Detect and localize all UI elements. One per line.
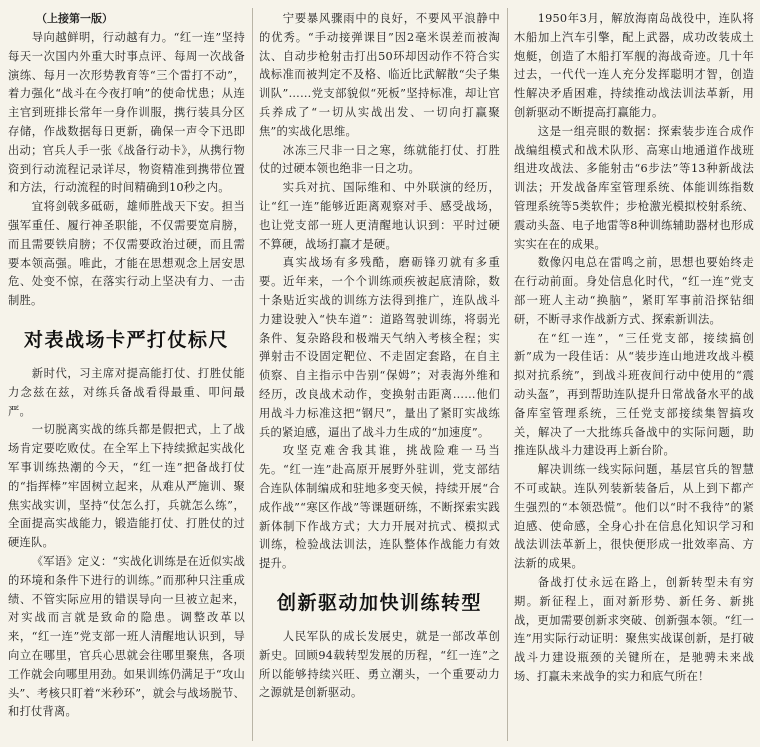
- paragraph: 《军语》定义：“实战化训练是在近似实战的环境和条件下进行的训练。”而那种只注重成绩、不管实际应用的错误导向一旦被立起来，对实战而言就是致命的隐患。调整改革以来，“红一连”党支部一班人清醒地认识到，导向立在哪里，官兵心思就会往哪里聚焦，各项工作就会向哪里用劲。如果训练仍满足于“攻山头”、考核只盯着“米秒环”，就会与战场脱节、和打仗背离。: [8, 554, 245, 719]
- paragraph: 新时代，习主席对提高能打仗、打胜仗能力念兹在兹，对练兵备战看得最重、叩问最严。: [8, 366, 245, 418]
- paragraph: 实兵对抗、国际维和、中外联演的经历，让“红一连”能够近距离观察对手、感受战场，也让党支部一班人更清醒地认识到：平时过硬不算硬，战场打赢才是硬。: [259, 181, 500, 251]
- section-heading: 创新驱动加快训练转型: [276, 591, 482, 614]
- section-heading: 对表战场卡严打仗标尺: [23, 328, 229, 351]
- paragraph: 宜将剑戟多砥砺，雄师胜战天下安。担当强军重任、履行神圣职能，不仅需要宽肩膀，而且需要铁肩膀；不仅需要政治过硬，而且需要本领高强。唯此，才能在思想观念上居安思危、处变不惊，在落实行动上坚决有力、一击制胜。: [8, 200, 245, 308]
- column-divider: [507, 8, 508, 741]
- paragraph: 1950年3月，解放海南岛战役中，连队将木船加上汽车引擎，配上武器，成功改装成土炮艇，创造了木船打军舰的海战奇迹。几十年过去，一代代一连人充分发挥聪明才智，创造性解决矛盾困难，持续推动战法训法革新，用创新驱动不断提高打赢能力。: [514, 12, 754, 119]
- paragraph: 数像闪电总在雷鸣之前，思想也要始终走在行动前面。身处信息化时代，“红一连”党支部一班人主动“换脑”，紧盯军事前沿探钻细研，不断寻求作战新方式、探索新训法。: [514, 256, 754, 326]
- paragraph: 真实战场有多残酷，磨砺锋刃就有多重要。近年来，一个个训练顽疾被起底清除，数十条贴近实战的训练方法得到推广，连队战斗力建设驶入“快车道”：道路驾驶训练，将弱光条件、复杂路段和极端天气纳入考核全程；实弹射击不设固定靶位、不走固定套路，在自主侦察、自主指示中告别“保姆”；对表海外维和经历，改良战术动作，变换射击距离……他们用战斗力标准这把“钢尺”，量出了紧盯实战练兵的紧迫感，逼出了战斗力生成的“加速度”。: [259, 256, 500, 439]
- paragraph: 人民军队的成长发展史，就是一部改革创新史。回顾94载转型发展的历程，“红一连”之所以能够持续兴旺、勇立潮头，一个重要动力之源就是创新驱动。: [259, 629, 500, 700]
- paragraph: 一切脱离实战的练兵都是假把式，上了战场肯定要吃败仗。在全军上下持续掀起实战化军事训练热潮的今天，“红一连”把备战打仗的“指挥棒”牢固树立起来，从难从严施训、聚焦实战实训，坚持“仗怎么打，兵就怎么练”，全面提高实战能力，锻造能打仗、打胜仗的过硬连队。: [8, 423, 245, 550]
- column-2: [259, 10, 500, 741]
- paragraph: 宁要暴风骤雨中的良好，不要风平浪静中的优秀。“手动接弹课目”因2毫米误差而被淘汰、自动步枪射击打出50环却因动作不符合实战标准而被判定不及格、临近比武解散“尖子集训队”……党支部貌似“死板”坚持标准，却让官兵养成了“一切从实战出发、一切向打赢聚焦”的实战化思维。: [259, 12, 500, 138]
- paragraph: 攻坚克难舍我其谁，挑战险难一马当先。“红一连”赴高原开展野外驻训，党支部结合连队体制编成和驻地多变天候，持续开展“合成作战”“寒区作战”等课题研练，不断探索实践新体制下作战方式；大力开展对抗式、模拟式训练，检验战法训法，连队整体作战能力有效提升。: [259, 444, 500, 571]
- continued-note: （上接第一版）: [36, 12, 113, 25]
- column-3: [514, 10, 754, 741]
- paragraph: 在“红一连”，“三任党支部，接续搞创新”成为一段佳话：从“装步连山地进攻战斗模拟对抗系统”，到战斗班夜间行动中使用的“震动头盔”，再到帮助连队提升日常战备水平的战备库室管理系统，三任党支部接续集智搞攻关，解决了一大批练兵备战中的实际问题，助推连队战斗力建设再上新台阶。: [514, 331, 754, 458]
- paragraph: 解决训练一线实际问题，基层官兵的智慧不可或缺。连队列装新装备后，从上到下都产生强烈的“本领恐慌”。他们以“时不我待”的紧迫感、使命感，全身心扑在信息化知识学习和战法训法革新上，很快便形成一批效率高、方法新的成果。: [514, 463, 754, 571]
- column-divider: [252, 8, 253, 741]
- paragraph: 这是一组亮眼的数据：探索装步连合成作战编组模式和战术队形、高寒山地通道作战班组进攻战法、多能射击“6步法”等13种新战法训法；开发战备库室管理系统、体能训练指数管理系统等5类软件；步枪激光模拟校射系统、震动头盔、电子地雷等8种训练辅助器材也形成实实在在的成果。: [514, 124, 754, 251]
- paragraph: 备战打仗永远在路上，创新转型未有穷期。新征程上，面对新形势、新任务、新挑战，更加需要创新求突破、创新强本领。“红一连”用实际行动证明：聚焦实战谋创新，是打破战斗力建设瓶颈的关键所在，是驰骋未来战场、打赢未来战争的实力和底气所在！: [514, 575, 754, 683]
- paragraph: 导向越鲜明，行动越有力。“红一连”坚持每天一次国内外重大时事点评、每周一次战备演练、每月一次形势教育等“三个雷打不动”，着力强化“战斗在今夜打响”的使命忧患；从连主官到班排长常年一身作训服，携行装具分区存储，作战数据每日更新，确保一声令下迅即出动；官兵人手一张《战备行动卡》，从携行物资到行动流程记录详尽，物资精准到携带位置和方法，行动流程的时间精确到10秒之内。: [8, 31, 245, 195]
- paragraph: 冰冻三尺非一日之寒，练就能打仗、打胜仗的过硬本领也绝非一日之功。: [259, 143, 500, 176]
- column-1: [8, 10, 245, 741]
